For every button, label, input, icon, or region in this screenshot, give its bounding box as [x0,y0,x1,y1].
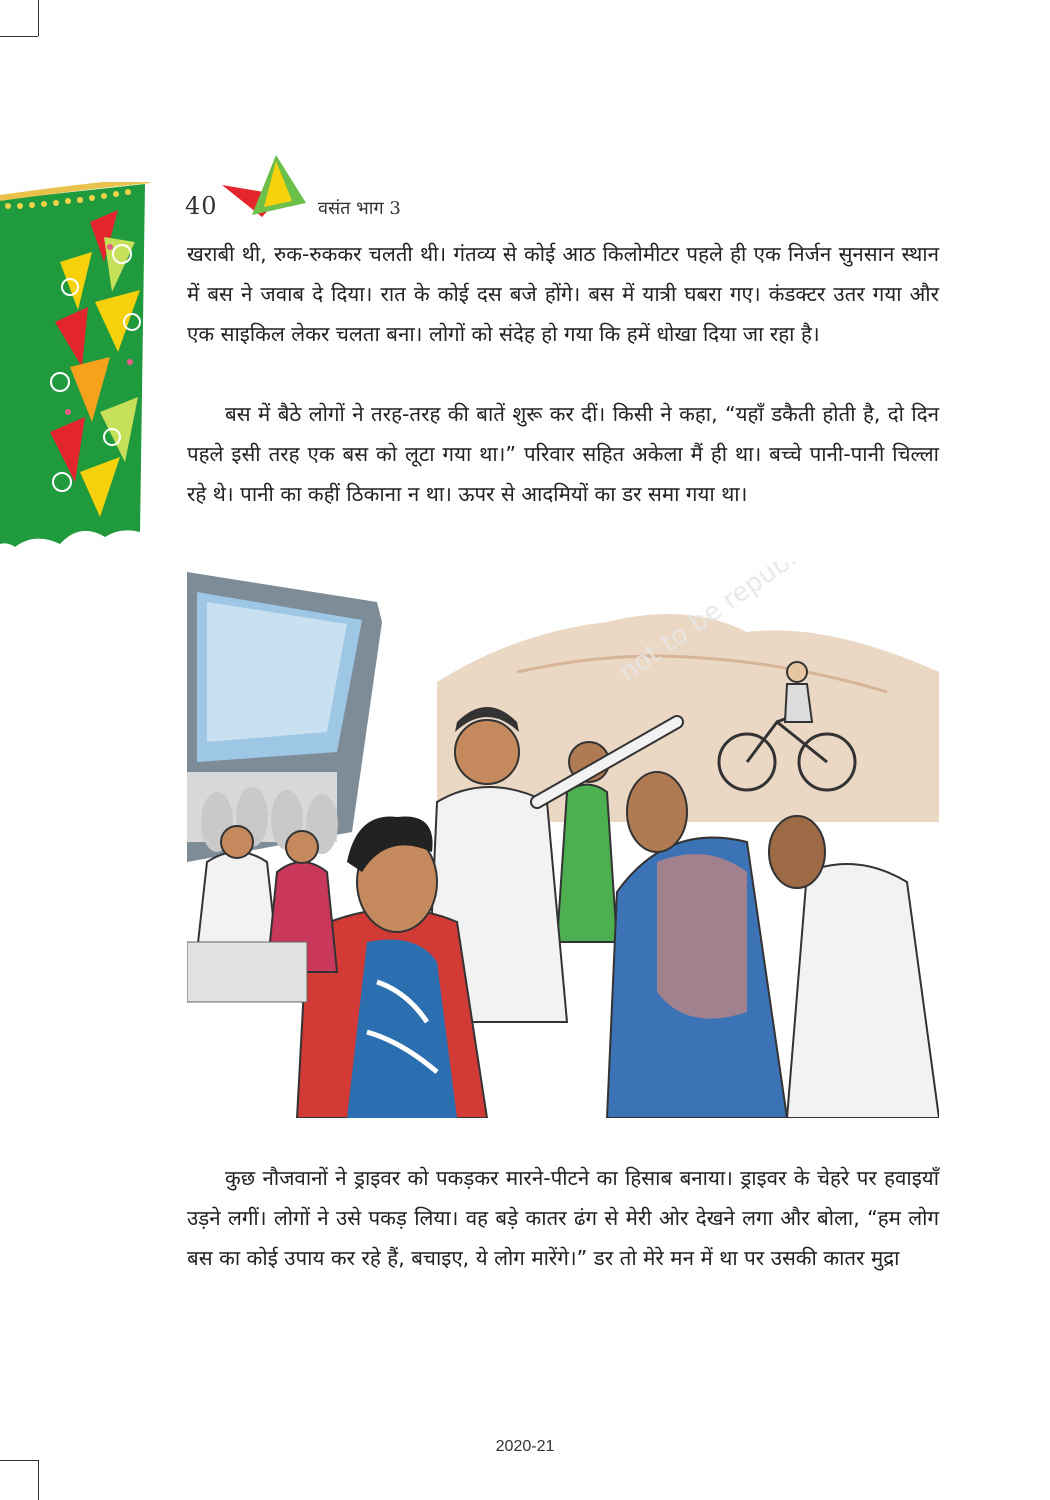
paragraph-2 [187,394,939,514]
paragraph-1: खराबी थी, रुक-रुककर चलती थी। गंतव्य से कोई आठ किलोमीटर पहले ही एक निर्जन सुनसान स्थान में बस ने जवाब दे दिया। रात के कोई दस बजे होंगे। बस में यात्री घबरा गए। कंडक्टर उतर गया और एक साइकिल लेकर चलता बना। लोगों को संदेह हो गया कि हमें धोखा दिया जा रहा है। [187,242,939,346]
paragraph-3-text: कुछ नौजवानों ने ड्राइवर को पकड़कर मारने-पीटने का हिसाब बनाया। ड्राइवर के चेहरे पर हवाइयाँ उड़ने लगीं। लोगों ने उसे पकड़ लिया। वह बड़े कातर ढंग से मेरी ओर देखने लगा और बोला, “हम लोग बस का कोई उपाय कर रहे हैं, बचाइए, ये लोग मारेंगे।” डर तो मेरे मन में था पर उसकी कातर मुद्रा [187,1166,939,1270]
crop-mark [0,36,38,37]
book-title: वसंत भाग 3 [318,198,401,219]
paragraph-2-text: बस में बैठे लोगों ने तरह-तरह की बातें शुरू कर दीं। किसी ने कहा, “यहाँ डकैती होती है, दो दिन पहले इसी तरह एक बस को लूटा गया था।” परिवार सहित अकेला मैं ही था। बच्चे पानी-पानी चिल्ला रहे थे। पानी का कहीं ठिकाना न था। ऊपर से आदमियों का डर समा गया था। [187,402,939,506]
crop-mark [38,1460,39,1500]
page-number: 40 [185,192,218,220]
decorative-banner [0,182,160,552]
crop-mark [0,1460,38,1461]
paragraph-3 [187,1158,939,1278]
header-triangle-icon [222,155,312,225]
footer-year: 2020-21 [495,1438,555,1455]
crop-mark [38,0,39,36]
bus-scene-illustration [187,562,939,1118]
